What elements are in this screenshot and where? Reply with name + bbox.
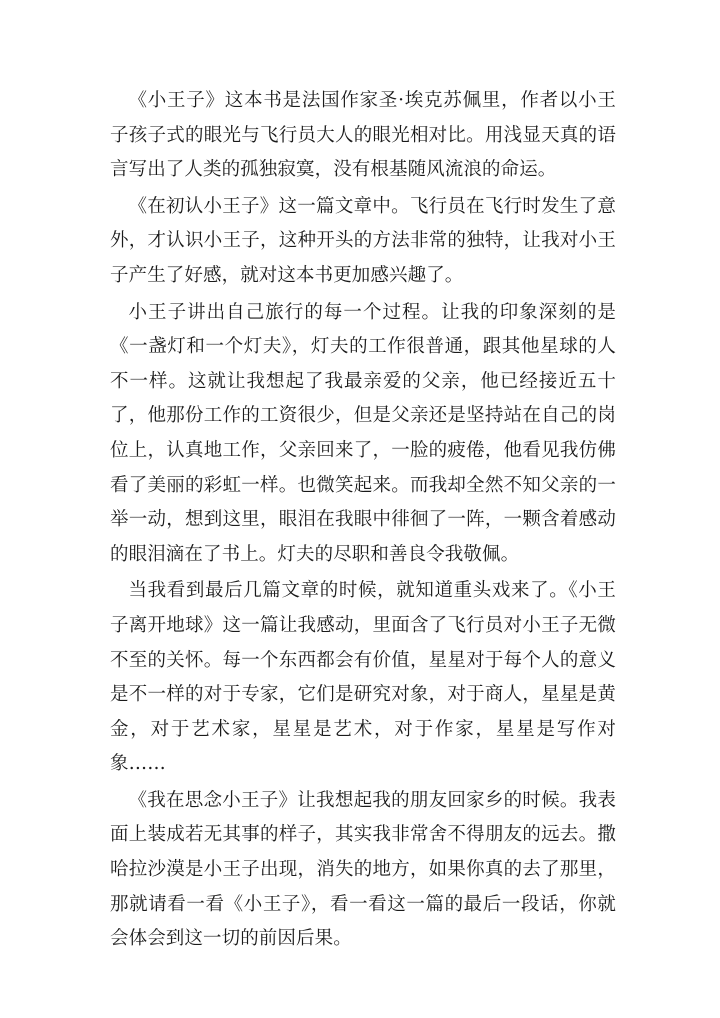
paragraph-4: 当我看到最后几篇文章的时候，就知道重头戏来了。《小王子离开地球》这一篇让我感动，里面含了飞行员对小王子无微不至的关怀。每一个东西都会有价值，星星对于每个人的意义是不一样的对于专家，它们是研究对象，对于商人，星星是黄金，对于艺术家，星星是艺术，对于作家，星星是写作对象…… bbox=[110, 580, 616, 775]
paragraph-5: 《我在思念小王子》让我想起我的朋友回家乡的时候。我表面上装成若无其事的样子，其实我非常舍不得朋友的远去。撒哈拉沙漠是小王子出现，消失的地方，如果你真的去了那里，那就请看一看《小王子》，看一看这一篇的最后一段话，你就会体会到这一切的前因后果。 bbox=[110, 789, 616, 950]
paragraph-3: 小王子讲出自己旅行的每一个过程。让我的印象深刻的是《一盏灯和一个灯夫》，灯夫的工作很普通，跟其他星球的人不一样。这就让我想起了我最亲爱的父亲，他已经接近五十了，他那份工作的工资很少，但是父亲还是坚持站在自己的岗位上，认真地工作，父亲回来了，一脸的疲倦，他看见我仿佛看了美丽的彩虹一样。也微笑起来。而我却全然不知父亲的一举一动，想到这里，眼泪在我眼中徘徊了一阵，一颗含着感动的眼泪滴在了书上。灯夫的尽职和善良令我敬佩。 bbox=[110, 301, 616, 565]
paragraph-2: 《在初认小王子》这一篇文章中。飞行员在飞行时发生了意外，才认识小王子，这种开头的方法非常的独特，让我对小王子产生了好感，就对这本书更加感兴趣了。 bbox=[110, 195, 616, 286]
paragraph-1: 《小王子》这本书是法国作家圣·埃克苏佩里，作者以小王子孩子式的眼光与飞行员大人的眼光相对比。用浅显天真的语言写出了人类的孤独寂寞，没有根基随风流浪的命运。 bbox=[110, 90, 616, 181]
document-body bbox=[110, 84, 616, 957]
